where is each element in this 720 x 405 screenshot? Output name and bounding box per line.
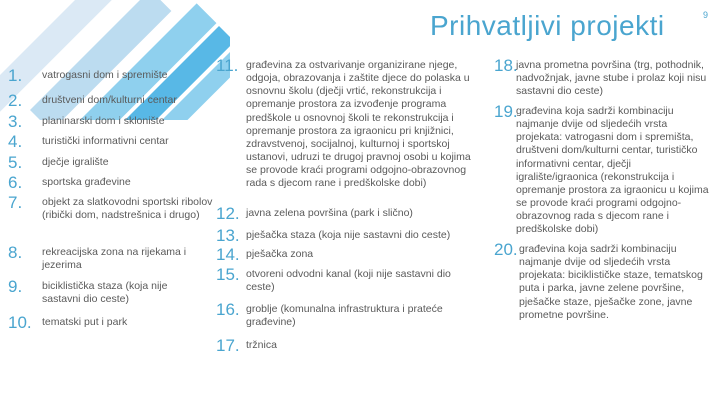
item-number: 5. (8, 153, 23, 172)
item-number: 17. (216, 336, 240, 355)
item-text: pješačka staza (koja nije sastavni dio ceste) (246, 229, 451, 241)
item-text: građevina koja sadrži kombinaciju najmanje dvije od sljedećih vrsta projekata: biciklističke staze, tematskog puta i parka, javne zelene površine, pješačke staze, pješačke zone, javne prometne površine. (519, 243, 703, 321)
list-item (494, 240, 712, 322)
list-item (216, 265, 478, 294)
list-item (8, 153, 208, 173)
item-number: 11. (216, 56, 239, 75)
item-text: javna prometna površina (trg, pothodnik, nadvožnjak, javne stube i prolaz koji nisu sastavni dio ceste) (516, 59, 707, 98)
item-number: 16. (216, 300, 240, 319)
item-text: turistički informativni centar (42, 135, 169, 147)
item-text: biciklistička staza (koja nije sastavni dio ceste) (42, 280, 168, 306)
list-item (216, 300, 478, 329)
item-number: 8. (8, 243, 23, 262)
list-item (8, 173, 208, 193)
list-item (8, 66, 208, 86)
page-title: Prihvatljivi projekti (430, 10, 665, 41)
list-item (8, 91, 208, 111)
list-item (8, 313, 208, 333)
item-text: tematski put i park (42, 316, 128, 328)
item-number: 14. (216, 245, 240, 264)
list-item (8, 132, 208, 152)
list-item (216, 245, 478, 265)
item-text: objekt za slatkovodni sportski ribolov (ribički dom, nadstrešnica i drugo) (42, 196, 213, 222)
item-text: rekreacijska zona na rijekama i jezerima (42, 246, 187, 272)
item-text: otvoreni odvodni kanal (koji nije sastavni dio ceste) (246, 268, 451, 294)
item-number: 18. (494, 56, 518, 75)
item-number: 1. (8, 66, 23, 85)
item-text: javna zelena površina (park i slično) (246, 207, 413, 219)
list-item (216, 336, 478, 356)
item-number: 10. (8, 313, 32, 332)
item-number: 19. (494, 102, 518, 121)
item-text: sportska građevine (42, 176, 131, 188)
list-item (8, 243, 208, 272)
item-number: 2. (8, 91, 23, 110)
slide-number: 9 (702, 10, 708, 20)
list-item (494, 56, 712, 98)
item-text: vatrogasni dom i spremište (42, 69, 168, 81)
list-item (8, 277, 208, 306)
item-number: 9. (8, 277, 23, 296)
item-number: 6. (8, 173, 23, 192)
item-text: društveni dom/kulturni centar (42, 94, 177, 106)
list-item (216, 204, 478, 224)
item-text: građevina za ostvarivanje organizirane njege, odgoja, obrazovanja i zaštite djece do polaska u osnovnu školu (dječji vrtić, rekonstrukcija i opremanje prostora za izvođenje programa predškole u osnovnoj školi te rekonstrukcija i opremanje prostora za igraonicu pri knjižnici, zdravstvenoj, socijalnoj, kulturnoj i sportskoj ustanovi, udruzi te drugoj pravnoj osobi u kojima se provode kraći programi odgojno-obrazovnog rada s djecom rane i predškolske dobi) (246, 59, 471, 190)
item-number: 20. (494, 240, 518, 259)
list-item (216, 226, 478, 246)
list-item (8, 112, 208, 132)
list-item (8, 193, 213, 222)
item-text: groblje (komunalna infrastruktura i prateće građevine) (246, 303, 443, 329)
list-item (494, 102, 712, 236)
item-text: pješačka zona (246, 248, 314, 260)
item-number: 3. (8, 112, 23, 131)
list-item (216, 56, 478, 190)
item-number: 12. (216, 204, 240, 223)
item-text: dječje igralište (42, 156, 109, 168)
item-number: 7. (8, 193, 23, 212)
item-number: 4. (8, 132, 23, 151)
item-number: 13. (216, 226, 240, 245)
item-number: 15. (216, 265, 240, 284)
item-text: tržnica (246, 339, 277, 351)
item-text: građevina koja sadrži kombinaciju najmanje dvije od sljedećih vrsta projekata: vatrogasni dom i spremišta, društveni dom/kulturni centar, turističko informativni centar, dječji igralište/igraonica (rekonstrukcija i opremanje prostora za igraonicu u kojima se provode kraći programi odgojno-obrazovnog rada s djecom rane i predškolske dobi) (516, 105, 709, 236)
item-text: planinarski dom i sklonište (42, 115, 165, 127)
